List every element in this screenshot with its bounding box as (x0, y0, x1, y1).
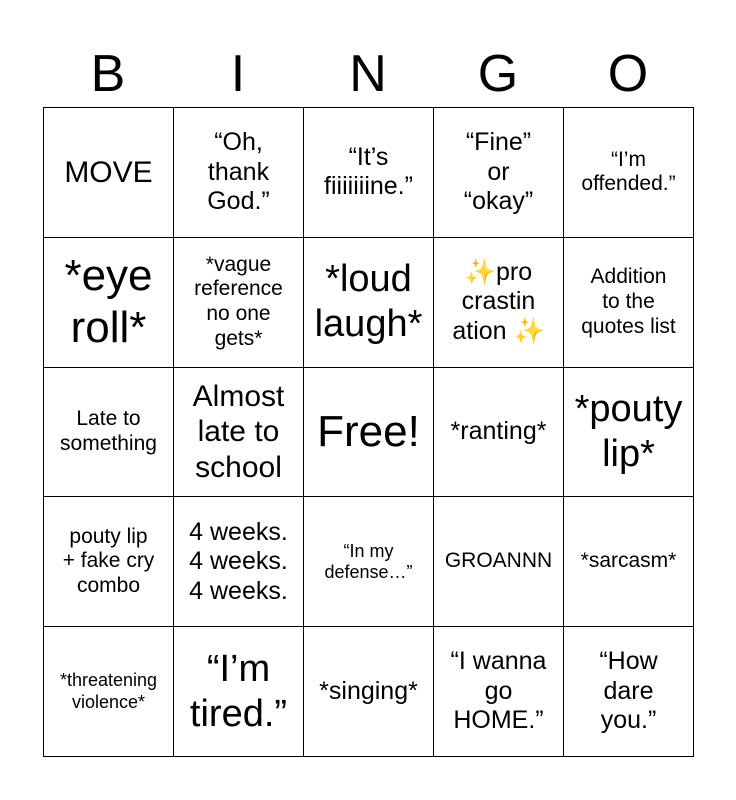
bingo-cell-r4c4[interactable] (434, 497, 564, 627)
bingo-cell-r5c3[interactable] (304, 627, 434, 757)
header-letter-b: B (90, 45, 126, 103)
bingo-cell-r1c1[interactable] (44, 108, 174, 238)
cell-text: “How dare you.” (599, 647, 658, 735)
cell-text: GROANNN (444, 549, 553, 573)
cell-text: “I’m offended.” (581, 147, 676, 196)
bingo-cell-r5c4[interactable] (434, 627, 564, 757)
cell-text: Late to something (60, 407, 157, 455)
cell-text: *singing* (319, 676, 418, 705)
cell-text: *vague reference no one gets* (194, 252, 283, 350)
cell-text: Addition to the quotes list (581, 265, 676, 338)
cell-text: “It’s fiiiiiiine.” (324, 142, 413, 201)
bingo-header (43, 40, 693, 108)
cell-text: ✨pro crastin ation ✨ (452, 257, 545, 345)
cell-text: Free! (317, 407, 420, 457)
cell-text: *eye roll* (64, 251, 153, 353)
bingo-cell-r5c1[interactable] (44, 627, 174, 757)
header-letter-n: N (349, 45, 387, 103)
bingo-cell-r4c5[interactable] (564, 497, 694, 627)
bingo-cell-r4c3[interactable] (304, 497, 434, 627)
bingo-cell-r4c1[interactable] (44, 497, 174, 627)
cell-text: “Oh, thank God.” (207, 128, 270, 216)
bingo-board (43, 107, 694, 757)
cell-text: *threatening violence* (59, 670, 158, 712)
bingo-cell-r2c4[interactable] (434, 238, 564, 368)
bingo-cell-r1c2[interactable] (174, 108, 304, 238)
cell-text: Almost late to school (192, 379, 285, 484)
cell-text: *loud laugh* (314, 258, 423, 346)
bingo-cell-r3c4[interactable] (434, 368, 564, 498)
bingo-cell-r2c3[interactable] (304, 238, 434, 368)
header-letter-o: O (607, 45, 649, 103)
bingo-cell-r3c5[interactable] (564, 368, 694, 498)
cell-text: MOVE (64, 155, 153, 189)
bingo-cell-r5c2[interactable] (174, 627, 304, 757)
bingo-cell-r2c1[interactable] (44, 238, 174, 368)
cell-text: “Fine” or “okay” (463, 128, 534, 216)
bingo-cell-r3c3[interactable] (304, 368, 434, 498)
bingo-cell-r3c1[interactable] (44, 368, 174, 498)
cell-text: “In my defense…” (324, 540, 413, 582)
bingo-cell-r1c4[interactable] (434, 108, 564, 238)
cell-text: pouty lip + fake cry combo (62, 524, 155, 598)
cell-text: 4 weeks. 4 weeks. 4 weeks. (189, 517, 288, 605)
bingo-cell-r3c2[interactable] (174, 368, 304, 498)
cell-text: *pouty lip* (574, 388, 683, 475)
bingo-cell-r5c5[interactable] (564, 627, 694, 757)
header-letter-i: I (230, 45, 246, 103)
cell-text: “I wanna go HOME.” (450, 647, 547, 735)
cell-text: *sarcasm* (580, 549, 677, 573)
header-letter-g: G (477, 45, 519, 103)
bingo-cell-r4c2[interactable] (174, 497, 304, 627)
bingo-cell-r2c5[interactable] (564, 238, 694, 368)
cell-text: *ranting* (450, 417, 547, 446)
cell-text: “I’m tired.” (189, 647, 288, 735)
bingo-cell-r1c3[interactable] (304, 108, 434, 238)
bingo-cell-r1c5[interactable] (564, 108, 694, 238)
bingo-cell-r2c2[interactable] (174, 238, 304, 368)
